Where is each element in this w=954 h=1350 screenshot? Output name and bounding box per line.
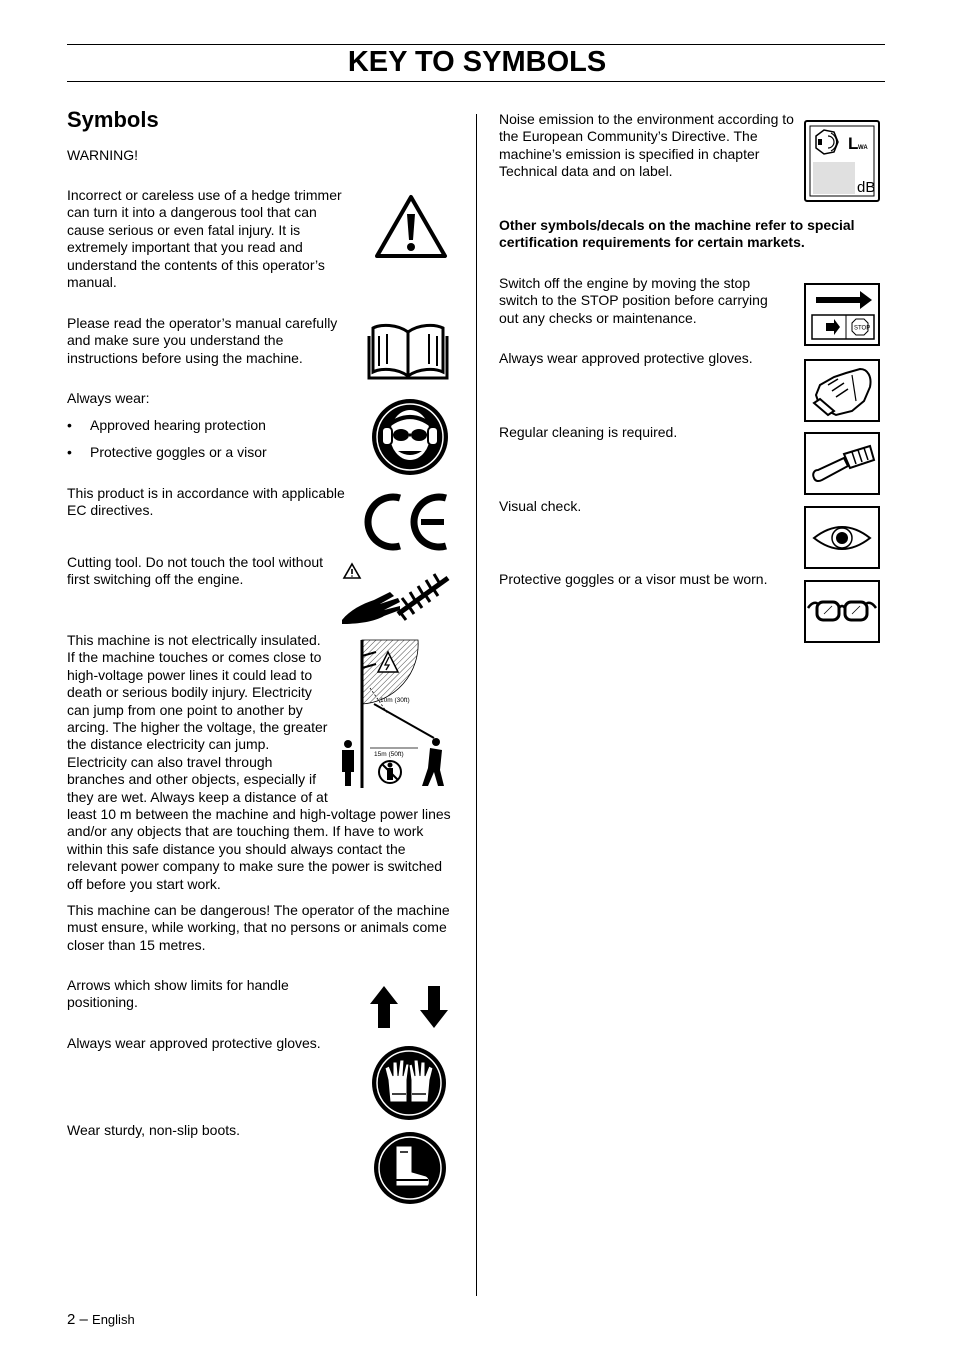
footer-language: English	[92, 1312, 135, 1327]
brush-icon	[806, 434, 878, 493]
page-number: 2 –	[67, 1311, 88, 1328]
ce-mark-icon	[364, 492, 450, 552]
title-underline	[67, 81, 885, 82]
open-book-icon	[367, 322, 449, 380]
boots-text: Wear sturdy, non-slip boots.	[67, 1122, 241, 1138]
eye-icon	[806, 508, 878, 567]
bullet-dot: •	[67, 417, 72, 433]
glove-icon	[806, 361, 878, 420]
stop-switch-decal	[804, 283, 880, 346]
always-wear-label: Always wear:	[67, 390, 150, 406]
section-title: Symbols	[67, 107, 159, 132]
warning-triangle-icon	[374, 194, 448, 260]
gloves-text-left: Always wear approved protective gloves.	[67, 1035, 321, 1051]
goggles-text: Protective goggles or a visor must be worn.	[499, 571, 768, 587]
danger-text: This machine can be dangerous! The operator of the machine must ensure, while working, that no persons or animals come closer than 15 metres.	[67, 902, 450, 953]
bullet-text: Protective goggles or a visor	[90, 444, 267, 460]
goggles-decal	[804, 580, 880, 643]
column-divider	[476, 114, 477, 1296]
other-symbols-text: Other symbols/decals on the machine refer to special certification requirements for certain markets.	[499, 217, 855, 251]
distance-15m-label: 15m (50ft)	[374, 751, 404, 758]
hearing-eye-protection-icon	[370, 397, 450, 477]
stop-text: Switch off the engine by moving the stop switch to the STOP position before carrying out any checks or maintenance.	[499, 275, 768, 326]
power-line-distance-icon	[338, 638, 450, 790]
ec-text: This product is in accordance with applicable EC directives.	[67, 485, 345, 519]
gloves-decal	[804, 359, 880, 422]
page-footer	[67, 1311, 135, 1328]
cutting-tool-hand-icon	[340, 562, 450, 628]
noise-lwa-label: L	[848, 134, 859, 153]
stop-switch-icon	[806, 285, 878, 344]
cleaning-text: Regular cleaning is required.	[499, 424, 678, 440]
stop-label: STOP	[854, 325, 871, 332]
cutting-text: Cutting tool. Do not touch the tool without first switching off the engine.	[67, 554, 324, 588]
gloves-circle-icon	[370, 1044, 448, 1122]
gloves-text-right: Always wear approved protective gloves.	[499, 350, 753, 366]
electric-text-wide: least 10 m between the machine and high-voltage power lines and/or any objects that are touching them. If have to work within this safe distance you should always contact the relevant power company to make sure the power is switched off before you start work.	[67, 806, 451, 892]
warning-text: Incorrect or careless use of a hedge trimmer can turn it into a dangerous tool that can cause serious or even fatal injury. It is extremely important that you read and understand the contents of this operator’s manual.	[67, 187, 342, 291]
visual-check-decal	[804, 506, 880, 569]
electric-text-narrow: This machine is not electrically insulated. If the machine touches or comes close to high-voltage power lines it could lead to death or serious bodily injury. Electricity can jump from one point to another by arcing. The higher the voltage, the greater the distance electricity can jump. Electricity can also travel through branches and other objects, especially if they are wet. Always keep a distance of at	[67, 632, 328, 805]
cleaning-decal	[804, 432, 880, 495]
page-title: KEY TO SYMBOLS	[347, 46, 607, 78]
manual-text: Please read the operator’s manual carefully and make sure you understand the instructions before using the machine.	[67, 315, 338, 366]
visual-check-text: Visual check.	[499, 498, 582, 514]
noise-db-label: dB	[857, 179, 876, 196]
bullet-dot: •	[67, 444, 72, 460]
noise-emission-decal	[804, 120, 880, 202]
distance-10m-label: 10m (30ft)	[380, 697, 410, 704]
noise-wa-label: WA	[858, 145, 868, 151]
noise-emission-icon	[806, 122, 878, 200]
arrows-text: Arrows which show limits for handle positioning.	[67, 977, 289, 1011]
warning-label: WARNING!	[67, 147, 139, 163]
bullet-text: Approved hearing protection	[90, 417, 266, 433]
noise-text: Noise emission to the environment according to the European Community’s Directive. The machine’s emission is specified in chapter Technical data and on label.	[499, 111, 794, 180]
handle-limit-arrows-icon	[368, 984, 450, 1030]
goggles-icon	[806, 582, 878, 641]
boots-circle-icon	[372, 1130, 448, 1206]
